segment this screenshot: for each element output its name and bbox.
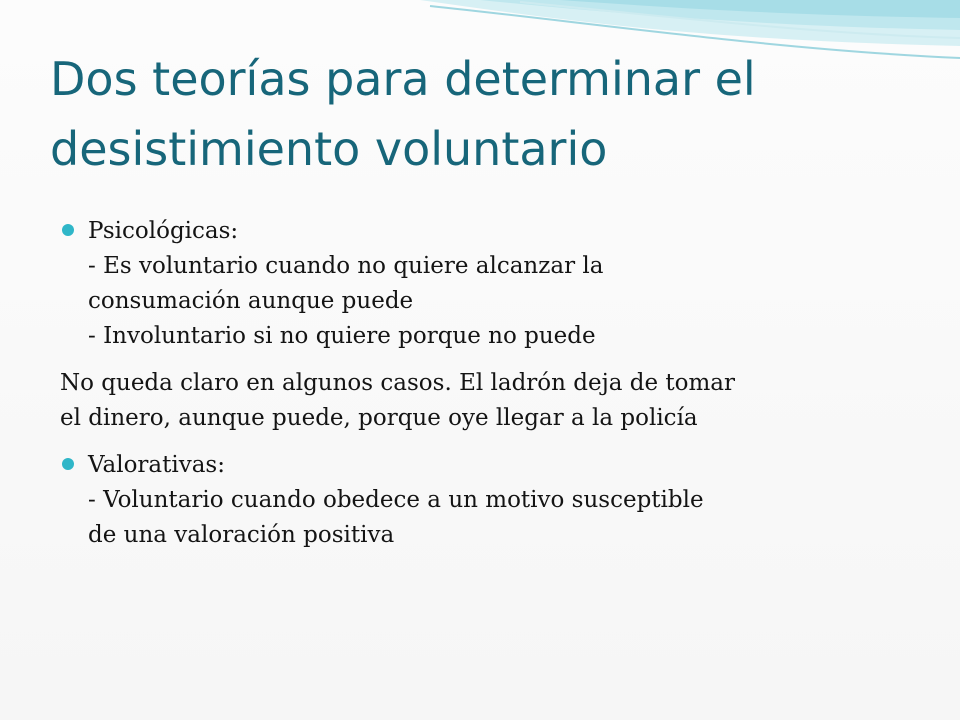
bullet-text-line: - Voluntario cuando obedece a un motivo susceptible	[88, 487, 704, 513]
title-line: desistimiento voluntario	[50, 122, 608, 176]
slide-body	[60, 214, 920, 565]
bullet-item-valorativas	[60, 448, 920, 553]
paragraph-note	[60, 366, 920, 436]
bullet-dot-icon	[62, 458, 74, 470]
bullet-text-line: Valorativas:	[88, 452, 225, 478]
bullet-text-line: de una valoración positiva	[88, 522, 395, 548]
slide-title	[50, 44, 930, 184]
bullet-text-line: - Es voluntario cuando no quiere alcanzar la	[88, 253, 604, 279]
bullet-text-line: consumación aunque puede	[88, 288, 414, 314]
bullet-text-line: - Involuntario si no quiere porque no puede	[88, 323, 596, 349]
bullet-text-line: Psicológicas:	[88, 218, 239, 244]
paragraph-line: No queda claro en algunos casos. El ladrón deja de tomar	[60, 370, 736, 396]
title-line: Dos teorías para determinar el	[50, 52, 756, 106]
bullet-dot-icon	[62, 224, 74, 236]
bullet-item-psicologicas	[60, 214, 920, 354]
paragraph-line: el dinero, aunque puede, porque oye llegar a la policía	[60, 405, 698, 431]
